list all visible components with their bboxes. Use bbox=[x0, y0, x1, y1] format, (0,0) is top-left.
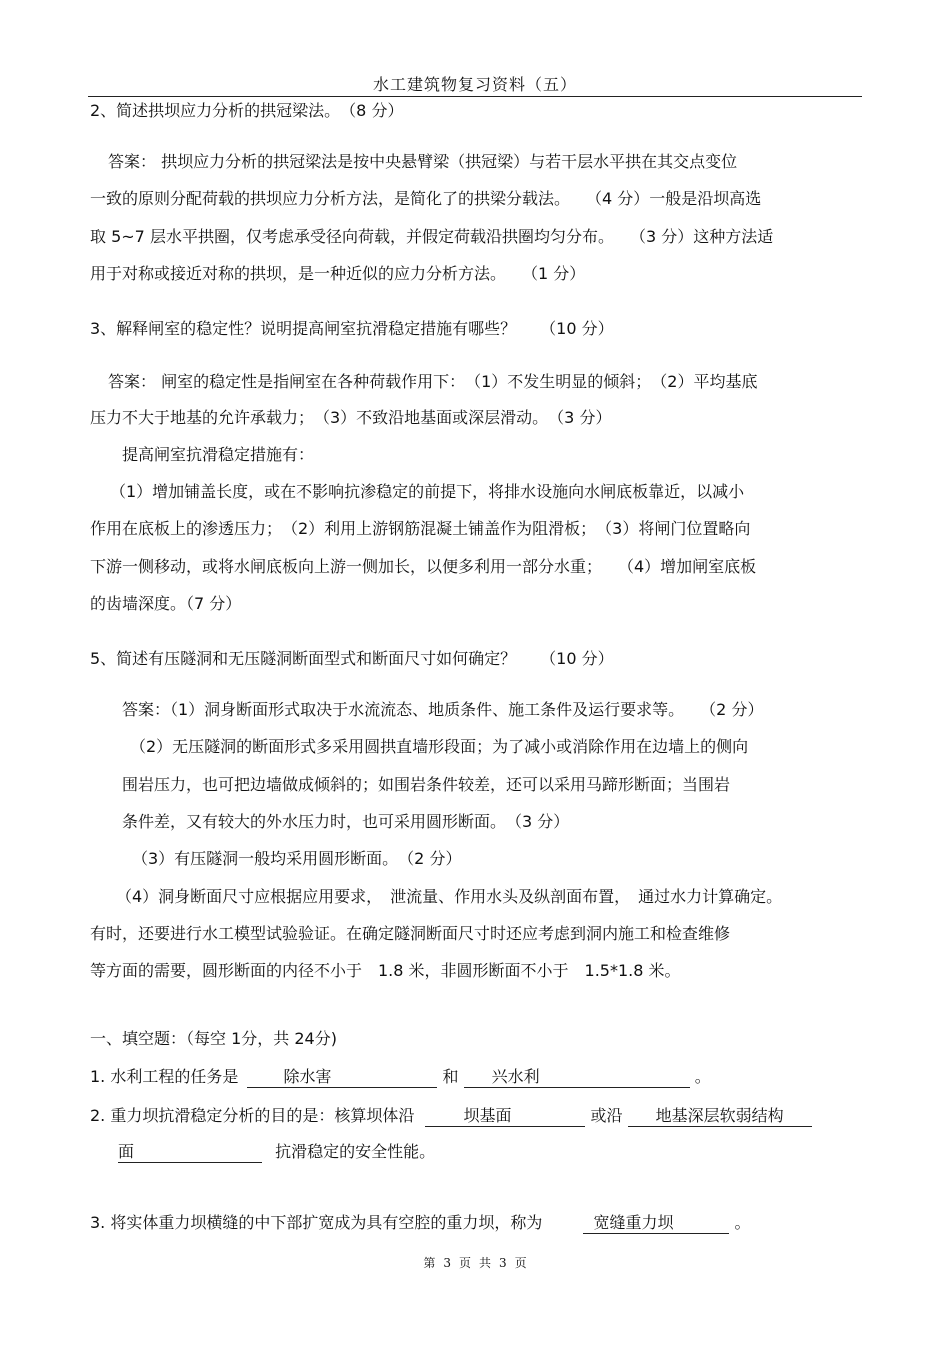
q2-answer-line-4: 用于对称或接近对称的拱坝，是一种近似的应力分析方法。 （1 分） bbox=[90, 264, 586, 283]
footer-prefix: 第 bbox=[423, 1256, 436, 1270]
q3-answer-line-1: 答案： 闸室的稳定性是指闸室在各种荷载作用下： （1）不发生明显的倾斜； （2）平均基底 bbox=[108, 372, 758, 391]
fill-item-2-suffix: 抗滑稳定的安全性能。 bbox=[275, 1142, 436, 1161]
footer-page-label: 页 bbox=[458, 1256, 471, 1270]
page-header-title: 水工建筑物复习资料（五） bbox=[372, 75, 577, 94]
fill-item-1-blank-1: 除水害 bbox=[247, 1067, 437, 1088]
fill-item-1 bbox=[90, 1066, 711, 1088]
q3-answer-line-6: 下游一侧移动，或将水闸底板向上游一侧加长，以便多利用一部分水重； （4）增加闸室底板 bbox=[90, 557, 757, 576]
fill-item-2-mid: 或沿 bbox=[590, 1106, 623, 1125]
footer-suffix: 页 bbox=[514, 1256, 527, 1270]
fill-item-1-mid: 和 bbox=[442, 1067, 459, 1086]
q5-answer-line-2: （2）无压隧洞的断面形式多采用圆拱直墙形段面；为了减小或消除作用在边墙上的侧向 bbox=[130, 737, 749, 756]
fill-item-2-blank-1: 坝基面 bbox=[425, 1106, 585, 1127]
q5-answer-line-5: （3）有压隧洞一般均采用圆形断面。 （2 分） bbox=[132, 849, 462, 868]
q5-answer-line-3: 围岩压力，也可把边墙做成倾斜的；如围岩条件较差，还可以采用马蹄形断面；当围岩 bbox=[122, 775, 731, 794]
fill-section-title: 一、填空题：（每空 1分，共 24分) bbox=[90, 1029, 337, 1048]
fill-item-2-blank-2b: 面 bbox=[118, 1142, 262, 1163]
fill-item-3-prefix: 3. 将实体重力坝横缝的中下部扩宽成为具有空腔的重力坝，称为 bbox=[90, 1213, 543, 1232]
q2-answer-line-3: 取 5~7 层水平拱圈，仅考虑承受径向荷载，并假定荷载沿拱圈均匀分布。 （3 分）这种方法适 bbox=[90, 227, 774, 246]
footer-total-pages: 3 bbox=[499, 1256, 507, 1270]
fill-item-2-continued bbox=[118, 1141, 435, 1163]
fill-item-2-prefix: 2. 重力坝抗滑稳定分析的目的是：核算坝体沿 bbox=[90, 1106, 415, 1125]
footer-total-label: 共 bbox=[479, 1256, 492, 1270]
fill-item-2 bbox=[90, 1105, 812, 1127]
q3-answer-line-5: 作用在底板上的渗透压力； （2）利用上游钢筋混凝土铺盖作为阻滑板； （3）将闸门位置略向 bbox=[90, 519, 751, 538]
q5-answer-line-8: 等方面的需要，圆形断面的内径不小于 1.8 米，非圆形断面不小于 1.5*1.8 米。 bbox=[90, 961, 681, 980]
question-5: 5、简述有压隧洞和无压隧洞断面型式和断面尺寸如何确定？ （10 分） bbox=[90, 649, 614, 668]
header-divider bbox=[88, 96, 862, 97]
fill-item-2-blank-2a: 地基深层软弱结构 bbox=[628, 1106, 812, 1127]
question-2: 2、简述拱坝应力分析的拱冠梁法。 （8 分） bbox=[90, 101, 404, 120]
fill-item-3 bbox=[90, 1212, 751, 1234]
fill-item-1-prefix: 1. 水利工程的任务是 bbox=[90, 1067, 239, 1086]
q3-answer-line-4: （1）增加铺盖长度，或在不影响抗渗稳定的前提下，将排水设施向水闸底板靠近，以减小 bbox=[110, 482, 745, 501]
question-3: 3、解释闸室的稳定性？说明提高闸室抗滑稳定措施有哪些？ （10 分） bbox=[90, 319, 614, 338]
fill-item-3-suffix: 。 bbox=[734, 1213, 751, 1232]
q3-answer-line-2: 压力不大于地基的允许承载力； （3）不致沿地基面或深层滑动。 （3 分） bbox=[90, 408, 612, 427]
q5-answer-line-4: 条件差，又有较大的外水压力时，也可采用圆形断面。 （3 分） bbox=[122, 812, 570, 831]
q2-answer-line-1: 答案： 拱坝应力分析的拱冠梁法是按中央悬臂梁（拱冠梁）与若干层水平拱在其交点变位 bbox=[108, 152, 738, 171]
q3-answer-line-3: 提高闸室抗滑稳定措施有： bbox=[122, 445, 315, 464]
q3-answer-line-7: 的齿墙深度。（7 分） bbox=[90, 594, 242, 613]
q5-answer-line-1: 答案：（1）洞身断面形式取决于水流流态、地质条件、施工条件及运行要求等。 （2 分） bbox=[122, 700, 764, 719]
fill-item-1-blank-2: 兴水利 bbox=[464, 1067, 690, 1088]
q2-answer-line-2: 一致的原则分配荷载的拱坝应力分析方法，是简化了的拱梁分载法。 （4 分）一般是沿坝高选 bbox=[90, 189, 762, 208]
q5-answer-line-7: 有时，还要进行水工模型试验验证。在确定隧洞断面尺寸时还应考虑到洞内施工和检查维修 bbox=[90, 924, 731, 943]
fill-item-1-suffix: 。 bbox=[694, 1067, 711, 1086]
q5-answer-line-6: （4）洞身断面尺寸应根据应用要求， 泄流量、作用水头及纵剖面布置， 通过水力计算确定。 bbox=[116, 887, 783, 906]
footer-page-number: 3 bbox=[443, 1256, 451, 1270]
fill-item-3-blank: 宽缝重力坝 bbox=[583, 1213, 729, 1234]
page-footer bbox=[0, 1254, 950, 1271]
